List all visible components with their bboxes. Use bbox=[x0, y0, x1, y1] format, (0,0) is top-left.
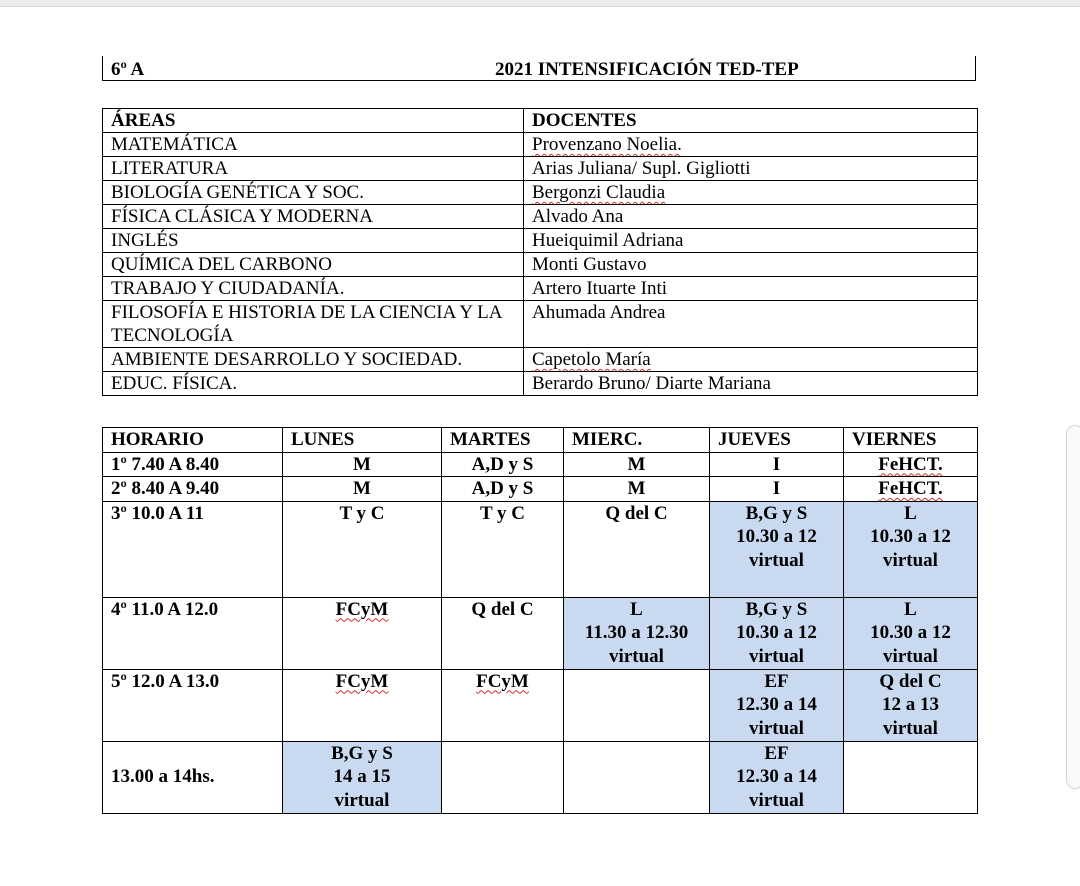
teacher-cell: Arias Juliana/ Supl. Gigliotti bbox=[524, 157, 978, 181]
area-cell: INGLÉS bbox=[103, 229, 524, 253]
schedule-row bbox=[103, 597, 978, 669]
virtual-class-cell: EF 12.30 a 14 virtual bbox=[710, 741, 844, 813]
scrollbar-handle[interactable] bbox=[1066, 425, 1080, 789]
document-title: 2021 INTENSIFICACIÓN TED-TEP bbox=[495, 59, 799, 80]
class-cell bbox=[844, 741, 978, 813]
area-cell: TRABAJO Y CIUDADANÍA. bbox=[103, 277, 524, 301]
teacher-cell: Ahumada Andrea bbox=[524, 301, 978, 348]
time-slot-cell: 3º 10.0 A 11 bbox=[103, 501, 283, 597]
teacher-cell: Capetolo María bbox=[524, 348, 978, 372]
class-cell: FeHCT. bbox=[844, 452, 978, 477]
table-row bbox=[103, 277, 978, 301]
class-cell: Q del C bbox=[564, 501, 710, 597]
area-cell: EDUC. FÍSICA. bbox=[103, 372, 524, 396]
table-row bbox=[103, 181, 978, 205]
schedule-row bbox=[103, 477, 978, 502]
class-cell: FCyM bbox=[283, 597, 442, 669]
class-cell: M bbox=[283, 477, 442, 502]
schedule-row bbox=[103, 452, 978, 477]
class-cell: FCyM bbox=[442, 669, 564, 741]
virtual-class-cell: B,G y S 10.30 a 12 virtual bbox=[710, 597, 844, 669]
column-header-wednesday: MIERC. bbox=[564, 428, 710, 453]
class-cell: M bbox=[564, 452, 710, 477]
column-header-areas: ÁREAS bbox=[103, 109, 524, 133]
class-cell: FeHCT. bbox=[844, 477, 978, 502]
virtual-class-cell: L 10.30 a 12 virtual bbox=[844, 501, 978, 597]
teacher-cell: Alvado Ana bbox=[524, 205, 978, 229]
schedule-row bbox=[103, 669, 978, 741]
class-cell: FCyM bbox=[283, 669, 442, 741]
class-cell bbox=[564, 669, 710, 741]
class-cell: T y C bbox=[442, 501, 564, 597]
teacher-cell: Monti Gustavo bbox=[524, 253, 978, 277]
schedule-row bbox=[103, 501, 978, 597]
column-header-thursday: JUEVES bbox=[710, 428, 844, 453]
virtual-class-cell: B,G y S 14 a 15 virtual bbox=[283, 741, 442, 813]
weekly-schedule-table bbox=[102, 427, 978, 814]
areas-teachers-table bbox=[102, 108, 978, 396]
table-row bbox=[103, 205, 978, 229]
virtual-class-cell: EF 12.30 a 14 virtual bbox=[710, 669, 844, 741]
time-slot-cell: 1º 7.40 A 8.40 bbox=[103, 452, 283, 477]
class-cell: M bbox=[283, 452, 442, 477]
class-cell bbox=[442, 741, 564, 813]
area-cell: QUÍMICA DEL CARBONO bbox=[103, 253, 524, 277]
table-row bbox=[103, 253, 978, 277]
virtual-class-cell: B,G y S 10.30 a 12 virtual bbox=[710, 501, 844, 597]
schedule-row bbox=[103, 741, 978, 813]
table-row bbox=[103, 157, 978, 181]
time-slot-cell: 4º 11.0 A 12.0 bbox=[103, 597, 283, 669]
class-cell: A,D y S bbox=[442, 452, 564, 477]
teacher-cell: Bergonzi Claudia bbox=[524, 181, 978, 205]
column-header-tuesday: MARTES bbox=[442, 428, 564, 453]
class-cell: I bbox=[710, 452, 844, 477]
table-row bbox=[103, 301, 978, 348]
table-row bbox=[103, 348, 978, 372]
time-slot-cell: 13.00 a 14hs. bbox=[103, 741, 283, 813]
time-slot-cell: 2º 8.40 A 9.40 bbox=[103, 477, 283, 502]
area-cell: FILOSOFÍA E HISTORIA DE LA CIENCIA Y LA TECNOLOGÍA bbox=[103, 301, 524, 348]
class-cell: M bbox=[564, 477, 710, 502]
grade-label: 6º A bbox=[111, 59, 145, 80]
area-cell: BIOLOGÍA GENÉTICA Y SOC. bbox=[103, 181, 524, 205]
column-header-friday: VIERNES bbox=[844, 428, 978, 453]
virtual-class-cell: L 11.30 a 12.30 virtual bbox=[564, 597, 710, 669]
teacher-cell: Berardo Bruno/ Diarte Mariana bbox=[524, 372, 978, 396]
teacher-cell: Artero Ituarte Inti bbox=[524, 277, 978, 301]
class-cell: A,D y S bbox=[442, 477, 564, 502]
schedule-header-row bbox=[103, 428, 978, 453]
area-cell: MATEMÁTICA bbox=[103, 133, 524, 157]
document-header bbox=[102, 56, 976, 81]
class-cell: T y C bbox=[283, 501, 442, 597]
table-row bbox=[103, 229, 978, 253]
teacher-cell: Provenzano Noelia. bbox=[524, 133, 978, 157]
column-header-time: HORARIO bbox=[103, 428, 283, 453]
time-slot-cell: 5º 12.0 A 13.0 bbox=[103, 669, 283, 741]
area-cell: AMBIENTE DESARROLLO Y SOCIEDAD. bbox=[103, 348, 524, 372]
area-cell: LITERATURA bbox=[103, 157, 524, 181]
table-row bbox=[103, 372, 978, 396]
virtual-class-cell: Q del C 12 a 13 virtual bbox=[844, 669, 978, 741]
class-cell bbox=[564, 741, 710, 813]
virtual-class-cell: L 10.30 a 12 virtual bbox=[844, 597, 978, 669]
class-cell: I bbox=[710, 477, 844, 502]
table-header-row bbox=[103, 109, 978, 133]
table-row bbox=[103, 133, 978, 157]
column-header-monday: LUNES bbox=[283, 428, 442, 453]
column-header-teachers: DOCENTES bbox=[524, 109, 978, 133]
window-top-edge bbox=[0, 0, 1080, 7]
teacher-cell: Hueiquimil Adriana bbox=[524, 229, 978, 253]
area-cell: FÍSICA CLÁSICA Y MODERNA bbox=[103, 205, 524, 229]
class-cell: Q del C bbox=[442, 597, 564, 669]
